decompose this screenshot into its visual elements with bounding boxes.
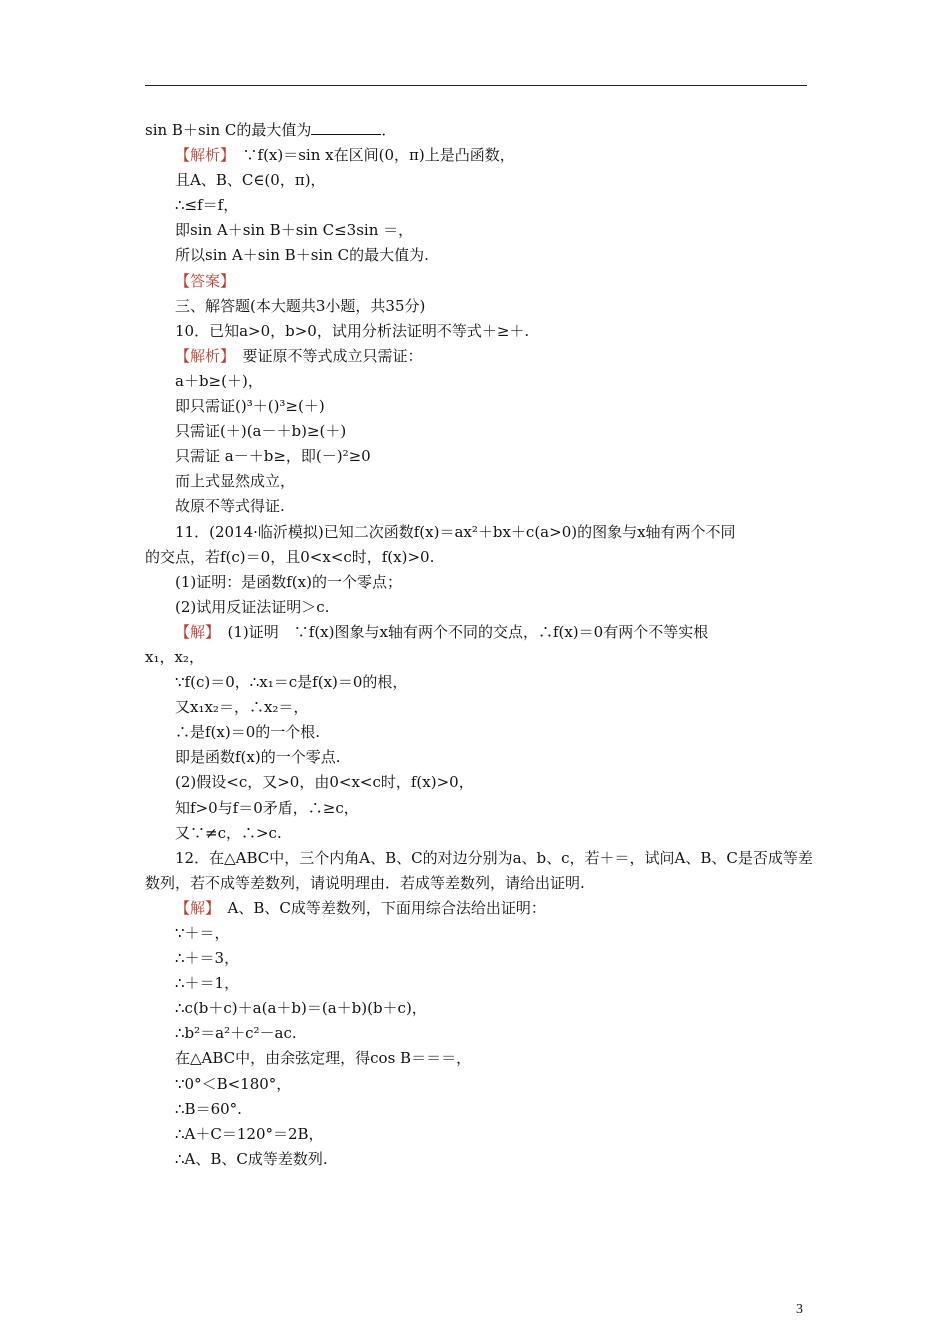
text-line — [145, 1021, 807, 1046]
section-tag: 【解】 — [175, 622, 213, 641]
section-tag: 【解析】 — [175, 146, 228, 165]
line-text: 10．已知a>0，b>0，试用分析法证明不等式＋≥＋. — [175, 321, 530, 340]
text-line — [145, 294, 807, 319]
line-text: 所以sin A＋sin B＋sin C的最大值为. — [175, 246, 429, 265]
page-number: 3 — [796, 1302, 803, 1317]
line-text: ∴B＝60°. — [175, 1099, 242, 1118]
line-text: 故原不等式得证. — [175, 497, 285, 516]
text-line — [145, 645, 807, 670]
text-line — [145, 344, 807, 369]
text-line — [145, 620, 807, 645]
text-line — [145, 871, 807, 896]
line-text: 即sin A＋sin B＋sin C≤3sin ＝， — [175, 221, 414, 240]
text-line — [145, 896, 807, 921]
text-line — [145, 269, 807, 294]
line-text: ∴≤f＝f， — [175, 196, 239, 215]
text-line — [145, 168, 807, 193]
line-text: 即是函数f(x)的一个零点. — [175, 748, 341, 767]
line-text: ∴＋＝1， — [175, 974, 240, 993]
text-line — [145, 419, 807, 444]
line-text: sin B＋sin C的最大值为 — [145, 121, 312, 139]
text-line — [145, 118, 807, 143]
text-line — [145, 570, 807, 595]
text-line — [145, 193, 807, 218]
line-text: ∴c(b＋c)＋a(a＋b)＝(a＋b)(b＋c)， — [175, 999, 427, 1018]
line-text: 即只需证()³＋()³≥(＋) — [175, 397, 325, 416]
line-text: 又∵≠c，∴>c. — [175, 823, 282, 842]
line-text: A、B、C成等差数列，下面用综合法给出证明： — [212, 898, 546, 917]
text-line — [145, 670, 807, 695]
text-line — [145, 1122, 807, 1147]
text-line — [145, 946, 807, 971]
text-line — [145, 971, 807, 996]
line-text: a＋b≥(＋)， — [175, 371, 263, 390]
text-line — [145, 369, 807, 394]
text-line — [145, 545, 807, 570]
section-tag: 【解析】 — [175, 346, 228, 365]
line-text: 11．(2014·临沂模拟)已知二次函数f(x)＝ax²＋bx＋c(a>0)的图象与x轴有两个不同 — [175, 522, 736, 541]
text-line — [145, 720, 807, 745]
line-text: (1)证明 ∵f(x)图象与x轴有两个不同的交点，∴f(x)＝0有两个不等实根 — [212, 622, 709, 641]
line-text: 在△ABC中，由余弦定理，得cos B＝＝＝， — [175, 1049, 472, 1068]
line-text: 三、解答题(本大题共3小题，共35分) — [175, 296, 426, 315]
text-line — [145, 243, 807, 268]
line-text: ∴是f(x)＝0的一个根. — [175, 723, 321, 742]
line-text: (1)证明：是函数f(x)的一个零点； — [175, 572, 402, 591]
line-text: 又x₁x₂＝，∴x₂＝， — [175, 698, 309, 717]
text-line — [145, 1147, 807, 1172]
line-text-after: ． — [381, 121, 397, 139]
text-line — [145, 846, 813, 871]
text-line — [145, 1072, 807, 1097]
section-tag: 【答案】 — [175, 271, 236, 290]
text-line — [145, 469, 807, 494]
line-text: ∵＋＝， — [175, 924, 230, 942]
text-line — [145, 394, 807, 419]
header-rule — [145, 85, 807, 86]
line-text: ∵f(c)＝0，∴x₁＝c是f(x)＝0的根， — [175, 673, 408, 692]
document-body — [145, 118, 813, 1172]
line-text: x₁，x₂， — [145, 647, 204, 666]
line-text: 且A、B、C∈(0，π)， — [175, 171, 326, 190]
text-line — [145, 1046, 807, 1071]
text-line — [145, 1097, 807, 1122]
text-line — [145, 494, 807, 519]
text-line — [145, 319, 807, 344]
text-line — [145, 921, 807, 946]
line-text: ∴b²＝a²＋c²－ac. — [175, 1024, 297, 1043]
text-line — [145, 770, 807, 795]
line-text: 要证原不等式成立只需证： — [227, 346, 423, 365]
answer-blank — [311, 120, 381, 135]
text-line — [145, 821, 807, 846]
line-text: 而上式显然成立， — [175, 472, 296, 491]
text-line — [145, 796, 807, 821]
text-line — [145, 143, 807, 168]
line-text: 的交点，若f(c)＝0，且0<x<c时，f(x)>0. — [145, 547, 435, 566]
text-line — [145, 695, 807, 720]
text-line — [145, 444, 807, 469]
line-text: ∴A＋C＝120°＝2B， — [175, 1124, 324, 1143]
line-text: 数列，若不成等差数列，请说明理由．若成等差数列，请给出证明. — [145, 873, 585, 892]
line-text: (2)试用反证法证明＞c. — [175, 597, 330, 616]
line-text: 只需证 a－＋b≥，即(－)²≥0 — [175, 447, 371, 466]
line-text: 只需证(＋)(a－＋b)≥(＋) — [175, 422, 347, 441]
text-line — [145, 595, 807, 620]
line-text: 知f>0与f＝0矛盾，∴≥c， — [175, 798, 359, 817]
section-tag: 【解】 — [175, 898, 213, 917]
text-line — [145, 520, 807, 545]
line-text: ∵0°＜B<180°， — [175, 1074, 292, 1093]
line-text: ∴＋＝3， — [175, 949, 240, 968]
line-text: ∵f(x)＝sin x在区间(0，π)上是凸函数， — [227, 146, 515, 165]
line-text: ∴A、B、C成等差数列. — [175, 1149, 328, 1168]
line-text: (2)假设<c，又>0，由0<x<c时，f(x)>0， — [175, 773, 474, 792]
line-text: 12．在△ABC中，三个内角A、B、C的对边分别为a、b、c，若＋＝，试问A、B、C是否成等差 — [175, 848, 813, 867]
text-line — [145, 218, 807, 243]
text-line — [145, 996, 807, 1021]
text-line — [145, 745, 807, 770]
